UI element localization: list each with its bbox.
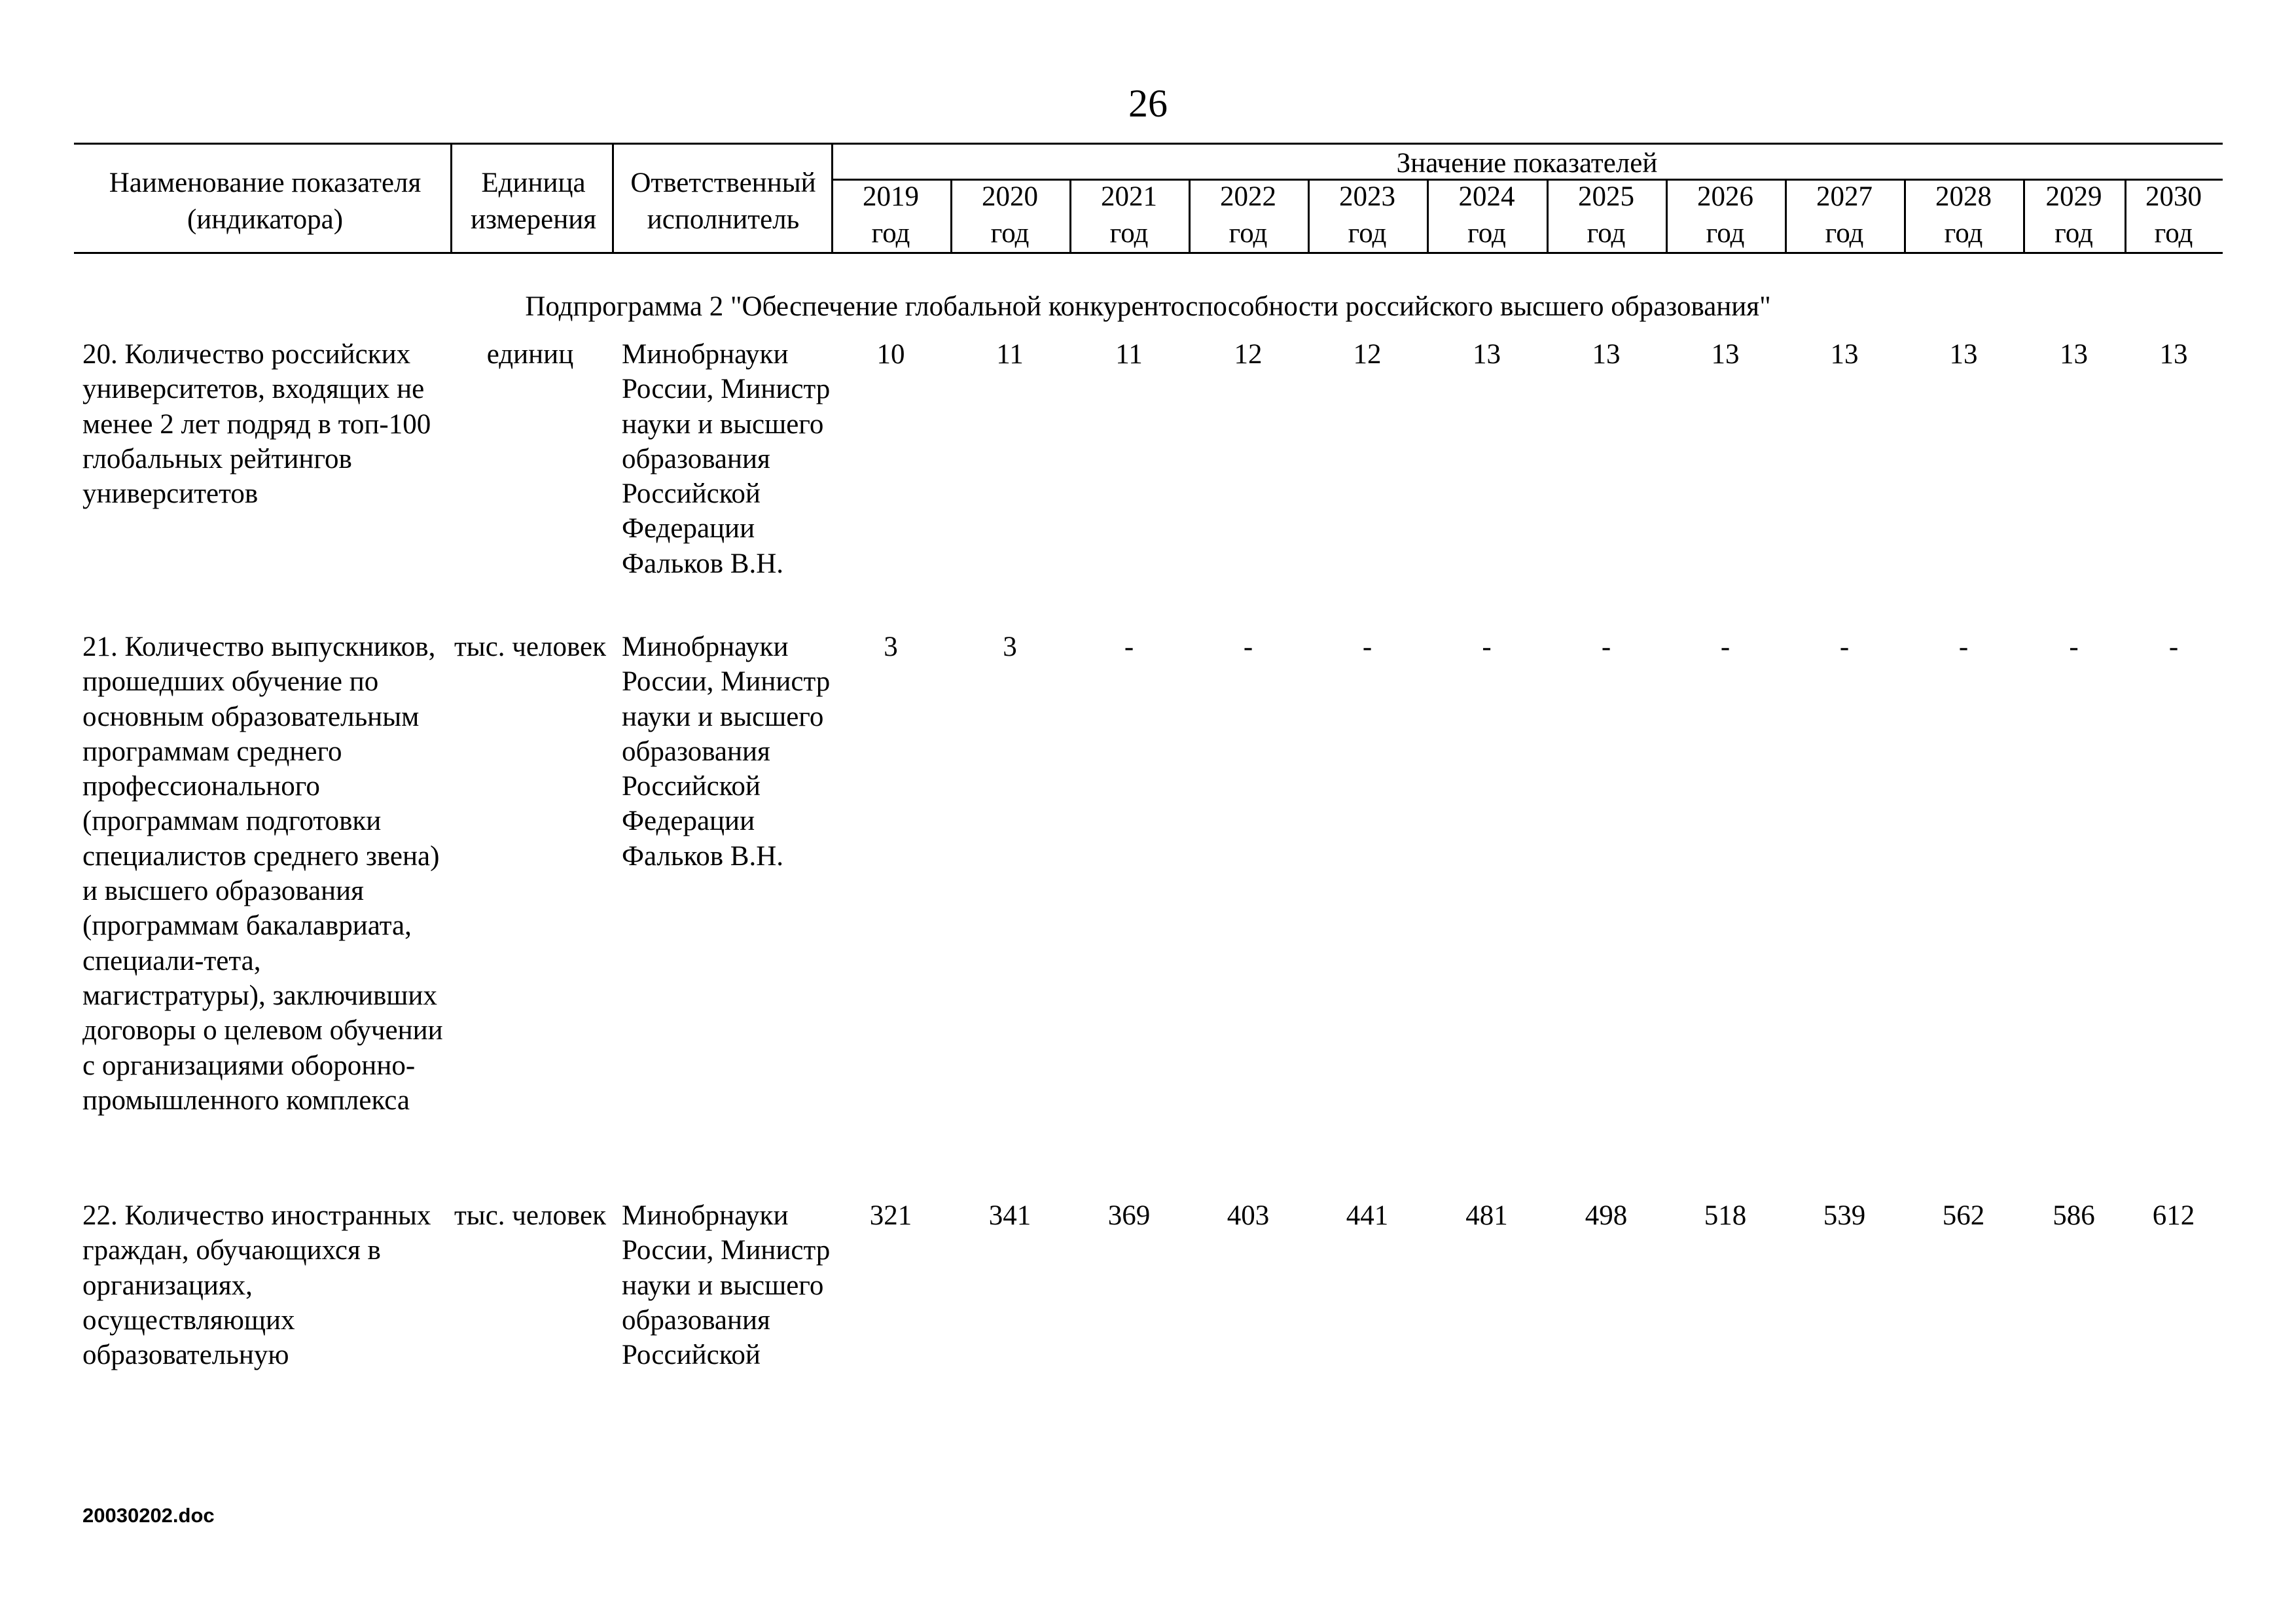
indicator-name: 20. Количество российских университетов, входящих не менее 2 лет подряд в топ-100 глобальных рейтингов университетов [82,339,431,510]
value-2026: 13 [1711,339,1740,370]
page-number: 26 [1128,82,1168,125]
indicator-name: 22. Количество иностранных граждан, обучающихся в организациях, осуществляющих образовательную [82,1200,431,1371]
value-2019: 3 [884,632,898,662]
value-2020: 341 [988,1200,1031,1231]
value-2030: 612 [2152,1200,2195,1231]
year-label: 2030 [2145,181,2202,212]
value-2023: 441 [1346,1200,1389,1231]
year-label: 2026 [1697,181,1753,212]
value-2025: 13 [1592,339,1621,370]
value-2026: 518 [1704,1200,1747,1231]
indicator-responsible: Минобрнауки России, Министр науки и высшего образования Российской Федерации Фальков В.Н. [622,632,831,872]
value-2030: - [2168,632,2179,662]
value-2029: 586 [2053,1200,2095,1231]
header-year-2019 [831,179,950,252]
header-values-group: Значение показателей [1396,148,1658,179]
year-label: 2027 [1816,181,1873,212]
value-2022: 12 [1234,339,1263,370]
year-suffix: год [1109,218,1149,249]
header-unit-col: Единица измерения [470,168,597,235]
year-suffix: год [1706,218,1745,249]
value-2028: 13 [1949,339,1978,370]
value-2027: 539 [1823,1200,1866,1231]
year-suffix: год [990,218,1030,249]
value-2029: - [2069,632,2079,662]
value-2023: - [1362,632,1372,662]
header-year-2021 [1069,179,1189,252]
subprogram-title: Подпрограмма 2 "Обеспечение глобальной конкурентоспособности российского высшего образования" [525,291,1771,322]
value-2027: - [1839,632,1850,662]
year-suffix: год [1825,218,1864,249]
value-2024: 481 [1465,1200,1508,1231]
col-divider [450,143,452,252]
value-2020: 11 [996,339,1024,370]
indicator-responsible: Минобрнауки России, Министр науки и высшего образования Российской [622,1200,831,1371]
value-2019: 10 [876,339,905,370]
value-2020: 3 [1003,632,1017,662]
year-label: 2025 [1578,181,1634,212]
value-2023: 12 [1353,339,1382,370]
value-2021: - [1124,632,1134,662]
year-suffix: год [871,218,910,249]
document-id: 20030202.doc [82,1504,215,1527]
header-year-2026 [1666,179,1785,252]
value-2022: - [1243,632,1253,662]
value-2024: - [1482,632,1492,662]
table-top-rule [74,143,2223,145]
value-2024: 13 [1473,339,1501,370]
value-2019: 321 [869,1200,912,1231]
year-label: 2020 [982,181,1038,212]
value-2026: - [1720,632,1731,662]
year-suffix: год [2054,218,2093,249]
year-suffix: год [2154,218,2193,249]
value-2028: - [1958,632,1969,662]
header-year-2030 [2125,179,2223,252]
value-2021: 11 [1115,339,1143,370]
year-suffix: год [1467,218,1506,249]
header-year-2027 [1785,179,1904,252]
value-2022: 403 [1227,1200,1270,1231]
header-year-2028 [1904,179,2023,252]
header-name-col: Наименование показателя (индикатора) [109,168,422,235]
year-label: 2023 [1339,181,1395,212]
header-year-2024 [1427,179,1547,252]
header-year-2023 [1308,179,1427,252]
value-2028: 562 [1942,1200,1985,1231]
indicator-name: 21. Количество выпускников, прошедших обучение по основным образовательным программам среднего профессионального (программам подготовки специалистов среднего звена) и высшего образования (программам бакалавриата, специали-тета, магистратуры), заключивших договоры о целевом обучении с организациями оборонно-промышленного комплекса [82,632,443,1116]
table-header-bottom-rule [74,252,2223,254]
col-divider [612,143,614,252]
year-label: 2029 [2045,181,2102,212]
indicator-unit: тыс. человек [454,632,606,662]
header-year-2020 [950,179,1069,252]
value-2025: 498 [1585,1200,1628,1231]
year-suffix: год [1229,218,1268,249]
header-responsible-col: Ответственный исполнитель [630,168,816,235]
year-label: 2021 [1101,181,1157,212]
value-2027: 13 [1830,339,1859,370]
indicator-unit: единиц [486,339,574,370]
year-suffix: год [1348,218,1387,249]
header-year-2029 [2023,179,2125,252]
year-suffix: год [1587,218,1626,249]
header-year-2025 [1547,179,1666,252]
indicator-responsible: Минобрнауки России, Министр науки и высшего образования Российской Федерации Фальков В.Н. [622,339,831,579]
year-label: 2022 [1220,181,1276,212]
year-suffix: год [1944,218,1983,249]
year-label: 2028 [1935,181,1992,212]
value-2025: - [1601,632,1611,662]
year-label: 2024 [1458,181,1515,212]
value-2029: 13 [2060,339,2088,370]
indicator-unit: тыс. человек [454,1200,606,1231]
header-year-2022 [1189,179,1308,252]
year-label: 2019 [863,181,919,212]
value-2030: 13 [2159,339,2188,370]
value-2021: 369 [1107,1200,1151,1231]
